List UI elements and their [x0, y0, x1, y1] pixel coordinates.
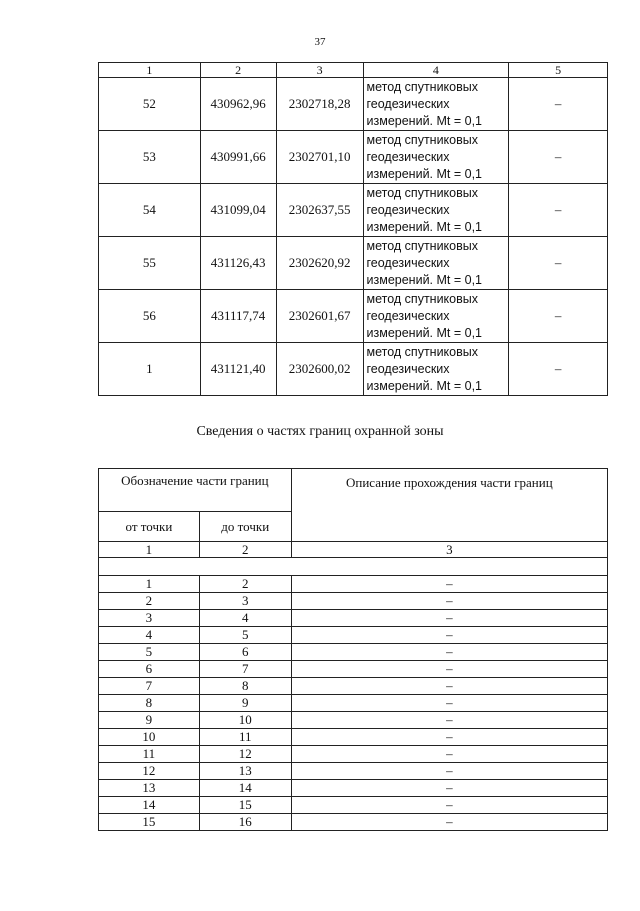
note-cell: – — [509, 343, 608, 396]
to-point: 13 — [199, 763, 291, 780]
to-point: 12 — [199, 746, 291, 763]
coordinate-y: 2302600,02 — [276, 343, 363, 396]
coordinate-y: 2302701,10 — [276, 131, 363, 184]
part-description: – — [291, 644, 607, 661]
boundary-part-row — [99, 797, 608, 814]
column-number: 3 — [291, 542, 607, 558]
parts-blank-row — [99, 558, 608, 576]
coordinate-x: 431117,74 — [200, 290, 276, 343]
to-point: 16 — [199, 814, 291, 831]
to-point: 10 — [199, 712, 291, 729]
to-point: 7 — [199, 661, 291, 678]
method-line: метод спутниковых — [366, 185, 478, 200]
method-line: геодезических — [366, 96, 450, 111]
note-cell: – — [509, 131, 608, 184]
measurement-method — [363, 237, 509, 290]
boundary-description-header: Описание прохождения части границ — [291, 469, 607, 542]
coordinate-row — [99, 131, 608, 184]
coordinate-row — [99, 290, 608, 343]
coordinate-y: 2302620,92 — [276, 237, 363, 290]
to-point: 15 — [199, 797, 291, 814]
method-line: метод спутниковых — [366, 238, 478, 253]
coordinate-x: 431126,43 — [200, 237, 276, 290]
from-point: 6 — [99, 661, 200, 678]
measurement-method — [363, 184, 509, 237]
boundary-part-row — [99, 610, 608, 627]
part-description: – — [291, 576, 607, 593]
from-point: 8 — [99, 695, 200, 712]
from-point-header: от точки — [99, 512, 200, 542]
method-line: геодезических — [366, 361, 450, 376]
to-point: 4 — [199, 610, 291, 627]
boundary-part-row — [99, 695, 608, 712]
to-point: 9 — [199, 695, 291, 712]
point-number: 55 — [99, 237, 201, 290]
boundary-part-row — [99, 576, 608, 593]
method-line: измерений. Mt = 0,1 — [366, 378, 483, 393]
from-point: 12 — [99, 763, 200, 780]
method-line: метод спутниковых — [366, 132, 478, 147]
note-cell: – — [509, 78, 608, 131]
from-point: 9 — [99, 712, 200, 729]
part-description: – — [291, 593, 607, 610]
from-point: 7 — [99, 678, 200, 695]
coordinate-x: 431121,40 — [200, 343, 276, 396]
measurement-method — [363, 290, 509, 343]
coordinate-row — [99, 184, 608, 237]
coordinate-row — [99, 343, 608, 396]
coordinate-x: 430991,66 — [200, 131, 276, 184]
from-point: 5 — [99, 644, 200, 661]
method-line: измерений. Mt = 0,1 — [366, 166, 483, 181]
from-point: 3 — [99, 610, 200, 627]
coordinates-header-row — [99, 63, 608, 78]
from-point: 15 — [99, 814, 200, 831]
coordinate-x: 430962,96 — [200, 78, 276, 131]
column-number: 3 — [276, 63, 363, 78]
column-number: 1 — [99, 542, 200, 558]
boundary-parts-table — [98, 468, 608, 831]
point-number: 54 — [99, 184, 201, 237]
from-point: 11 — [99, 746, 200, 763]
to-point: 11 — [199, 729, 291, 746]
measurement-method — [363, 78, 509, 131]
from-point: 1 — [99, 576, 200, 593]
column-number: 2 — [200, 63, 276, 78]
point-number: 56 — [99, 290, 201, 343]
part-description: – — [291, 678, 607, 695]
boundary-part-row — [99, 593, 608, 610]
method-line: измерений. Mt = 0,1 — [366, 272, 483, 287]
part-description: – — [291, 729, 607, 746]
method-line: геодезических — [366, 255, 450, 270]
note-cell: – — [509, 184, 608, 237]
column-number: 5 — [509, 63, 608, 78]
parts-column-numbers-row — [99, 542, 608, 558]
part-description: – — [291, 627, 607, 644]
to-point: 2 — [199, 576, 291, 593]
method-line: метод спутниковых — [366, 79, 478, 94]
part-description: – — [291, 814, 607, 831]
boundary-part-row — [99, 763, 608, 780]
boundary-part-row — [99, 729, 608, 746]
boundary-part-row — [99, 644, 608, 661]
note-cell: – — [509, 290, 608, 343]
method-line: измерений. Mt = 0,1 — [366, 113, 483, 128]
method-line: измерений. Mt = 0,1 — [366, 219, 483, 234]
from-point: 2 — [99, 593, 200, 610]
from-point: 4 — [99, 627, 200, 644]
coordinate-x: 431099,04 — [200, 184, 276, 237]
part-description: – — [291, 610, 607, 627]
note-cell: – — [509, 237, 608, 290]
part-description: – — [291, 695, 607, 712]
coordinate-y: 2302637,55 — [276, 184, 363, 237]
coordinate-y: 2302718,28 — [276, 78, 363, 131]
boundary-part-row — [99, 678, 608, 695]
to-point: 6 — [199, 644, 291, 661]
column-number: 4 — [363, 63, 509, 78]
from-point: 10 — [99, 729, 200, 746]
method-line: измерений. Mt = 0,1 — [366, 325, 483, 340]
coordinate-row — [99, 78, 608, 131]
part-description: – — [291, 763, 607, 780]
blank-cell — [99, 558, 608, 576]
page-number: 37 — [314, 36, 326, 48]
column-number: 1 — [99, 63, 201, 78]
boundary-part-row — [99, 814, 608, 831]
column-number: 2 — [199, 542, 291, 558]
coordinate-row — [99, 237, 608, 290]
boundary-part-row — [99, 661, 608, 678]
to-point: 8 — [199, 678, 291, 695]
from-point: 13 — [99, 780, 200, 797]
point-number: 1 — [99, 343, 201, 396]
to-point-header: до точки — [199, 512, 291, 542]
part-description: – — [291, 712, 607, 729]
part-description: – — [291, 661, 607, 678]
point-number: 53 — [99, 131, 201, 184]
boundary-part-row — [99, 627, 608, 644]
method-line: геодезических — [366, 149, 450, 164]
coordinates-table — [98, 62, 608, 396]
method-line: метод спутниковых — [366, 291, 478, 306]
point-number: 52 — [99, 78, 201, 131]
boundary-part-row — [99, 746, 608, 763]
section-title: Сведения о частях границ охранной зоны — [196, 424, 444, 439]
to-point: 5 — [199, 627, 291, 644]
boundary-part-designation-header: Обозначение части границ — [99, 469, 292, 512]
measurement-method — [363, 131, 509, 184]
part-description: – — [291, 780, 607, 797]
coordinate-y: 2302601,67 — [276, 290, 363, 343]
parts-group-header-row — [99, 469, 608, 512]
measurement-method — [363, 343, 509, 396]
to-point: 14 — [199, 780, 291, 797]
method-line: геодезических — [366, 202, 450, 217]
part-description: – — [291, 797, 607, 814]
from-point: 14 — [99, 797, 200, 814]
method-line: геодезических — [366, 308, 450, 323]
part-description: – — [291, 746, 607, 763]
to-point: 3 — [199, 593, 291, 610]
method-line: метод спутниковых — [366, 344, 478, 359]
boundary-part-row — [99, 780, 608, 797]
boundary-part-row — [99, 712, 608, 729]
